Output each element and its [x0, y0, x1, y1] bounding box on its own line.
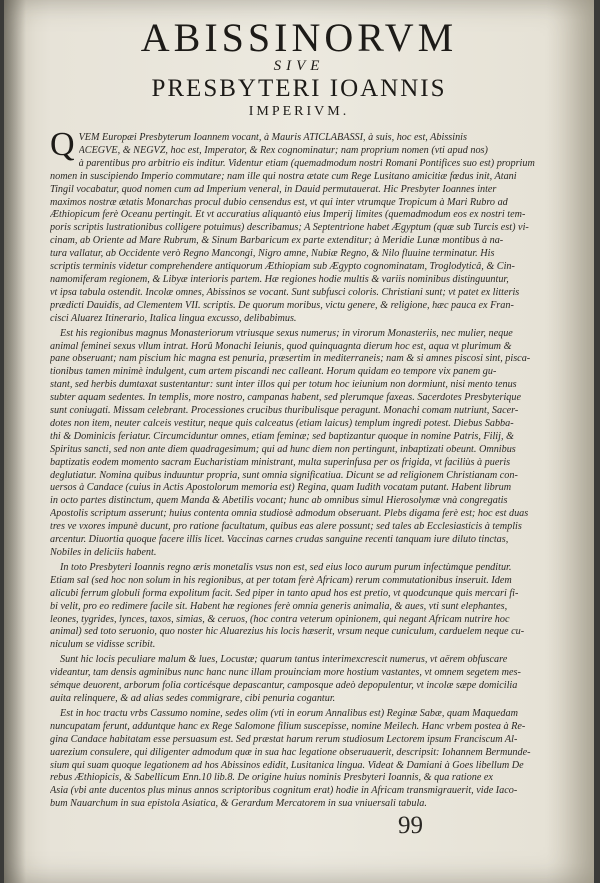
page-number: 99: [398, 812, 423, 839]
text-line: auita relinquere, & ad alias sedes commigrare, cibi penuria cogantur.: [50, 692, 336, 704]
text-line: Tingil vocabatur, quod nomen cum ad Imperium veneral, in Dauid permutauerat. Hic Presbyter Ioannes inter: [50, 183, 497, 195]
text-line: vt ipsa tabula ostendit. Incolæ omnes, Abissinos se vocant. Sunt subfusci coloris. Christiani sunt; vt patet ex litteris: [50, 286, 520, 298]
text-line: videantur, tam densis agminibus nunc hanc nunc illam prouinciam more hostium vastantes, vt omnem segetem mes-: [50, 667, 521, 679]
text-line: subter aquam sedentes. In templis, more nostro, campanas habent, sed plerumque faxeas. Sacerdotes Presbyterique: [50, 392, 521, 404]
text-line: alicubi ferrum globuli forma expolitum facit. Sed piper in tanto apud hos est pretio, vt quodcunque quis mercari fi-: [50, 587, 519, 599]
text-line: Sunt hic locis peculiare malum & lues, Locustæ; quarum tantus interimexcrescit numerus, vt aërem obfuscare: [60, 654, 508, 666]
text-line: cisci Aluarez Itinerario, Italica lingua excusso, delibabimus.: [50, 312, 297, 324]
text-line: Est in hoc tractu vrbs Cassumo nomine, sedes olim (vti in eorum Annalibus est) Reginæ Sabæ, quam Maquedam: [60, 707, 518, 719]
title-sive: SIVE: [273, 58, 325, 74]
text-line: maximos nostræ ætatis Monarchas procul dubio censendus est, vt qui inter vtrumque Tropicum à Mari Rubro ad: [50, 196, 508, 208]
text-line: In toto Presbyteri Ioannis regno æris monetalis vsus non est, sed eius loco aurum purum infectùmque penditur.: [60, 561, 512, 573]
page-spine-shadow: [4, 0, 26, 883]
text-line: Æthiopicum ferè Oceanu pertingit. Et vt accuratius aliquantò eius Imperij limites (quemadmodum eos ex nostri tem-: [50, 209, 526, 221]
text-line: tionibus tamen minimè indulgent, cum artem piscandi nec calleant. Horum quidam eo tempore vix panem gu-: [50, 366, 497, 378]
text-line: à parentibus pro arbitrio eis inditur. Videntur etiam (quemadmodum nostri Romani Pontifices suo est) proprium: [78, 157, 535, 169]
text-line: in octo partes distinctum, quem Manda & Abetilis vocant; hunc ab omnibus simul Hierosolymæ vnà congregatis: [50, 495, 508, 507]
text-line: bum Nauarchum in sua epistola Asiatica, & Gerardum Mercatorem in sua vniuersali tabula.: [50, 798, 427, 810]
text-line: VEM Europæi Presbyterum Ioannem vocant, à Mauris ATICLABASSI, à suis, hoc est, Abissinis: [78, 132, 467, 143]
text-line: animal feminei sexus vllum intrat. Horû Monachi Ieiunis, quod quinquagnta dierum hoc est, aqua vt plurimum &: [50, 340, 512, 352]
text-line: Est his regionibus magnus Monasteriorum vtriusque sexus numerus; in virorum Monasteriis, nec mulier, neque: [60, 327, 513, 339]
text-line: prædicti Dauidis, ad Clementem VII. scriptis. De quorum moribus, victu genere, & religione, hæc pauca ex Fran-: [50, 299, 514, 311]
text-line: arcentur. Diuortia quoque facere illis licet. Vaccinas carnes crudas sanguine recenti tanquam iure diluto tinctas,: [50, 534, 509, 546]
text-line: thi & Dominicis feriatur. Circumciduntur omnes, etiam feminæ; sed baptizantur quoque in nomine Patris, Filij, &: [50, 430, 514, 442]
text-line: Nobiles in deliciis habent.: [50, 547, 157, 558]
text-line: Spiritus sancti, sed non ante diem quadragesimum; qui ad hunc diem non pertingunt, inbaptizati obeunt. Omnibus: [50, 443, 516, 455]
text-line: sium qui suam quoque legationem ad hos Abissinos edidit, Lusitanica lingua. Videat & Damiani à Goes libellum De: [50, 759, 524, 771]
title-presbyteri-ioannis: PRESBYTERI IOANNIS: [151, 75, 447, 102]
paragraph: [50, 562, 570, 652]
text-line: deglutiatur. Nomina quibus induuntur propria, sunt omnia significatiua. Dicunt se ad religionem Christianam con-: [50, 469, 518, 481]
text-line: scriptis terminis videtur comprehendere antiquorum Æthiopiam sub Ægypto cognominatam, Troglodyticâ, & Cin-: [50, 261, 515, 273]
text-line: Asia (vbi ante ducentos plus minus annos scriptoribus cognitum erat) hodie in Africam transmigrauerit, vide Iaco-: [50, 785, 518, 797]
drop-cap: Q: [50, 126, 75, 163]
text-line: uarezium consulere, qui diligenter admodum quæ in sua hac legatione obseruauerit, descripsit: Iohannem Bermunde-: [50, 746, 531, 758]
text-line: niculum se vidisse scribit.: [50, 639, 156, 651]
text-line: gina Candace habitatam esse persuasum est. Sed præstat harum rerum studiosum Lectorem ipsum Franciscum Al-: [50, 733, 518, 745]
body-text: [50, 126, 570, 811]
text-line: nomen in suscipiendo Imperio commutare; nam ille qui nostra ætate cum Rege Lusitano amicitiæ fœdus init, Atani: [50, 170, 517, 182]
text-line: cinam, ab Oriente ad Mare Rubrum, & Sinum Barbaricum ex parte extenditur; à Meridie Lunæ montibus à na-: [50, 235, 504, 247]
text-line: sémque deuorent, arborum folia corticésque depascantur, camposque adeò depopulentur, vt incolæ sæpe domicilia: [50, 680, 518, 692]
text-line: namomiferam regionem, & Libyæ interioris partem. Hæ regiones hodie multis & variis nominibus distinguuntur,: [50, 273, 509, 285]
text-line: rebus Æthiopicis, & Sabellicum Enn.10 lib.8. De origine huius nominis Presbyteri Ioannis, & qua ratione ex: [50, 772, 493, 784]
paragraph: [50, 708, 570, 811]
text-line: poris scriptis lustrationibus colligere potuimus) describamus; A Septentrione habet Ægyptum (quæ sub Turcis est) vi-: [50, 222, 529, 234]
text-line: animal) sed toto seruonio, quo noster hic Aluarezius his locis hæserit, vrsum neque cuniculum, carduelem neque cu-: [50, 626, 525, 638]
book-page: [4, 0, 594, 883]
text-line: stant, sed herbis dumtaxat sustentantur: sunt inter illos qui per totum hoc ieiunium non dormiunt, nisi mento tenus: [50, 379, 517, 391]
paragraph: [50, 328, 570, 560]
title-abissinorum: ABISSINORVM: [140, 15, 458, 60]
paragraph: [50, 654, 570, 706]
title-imperium: IMPERIVM.: [248, 104, 350, 119]
text-line: pane obseruant; nam piscium hic magna est penuria, præsertim in mediterraneis; nam & si amnes piscosi sint, pisca-: [50, 353, 531, 365]
text-line: bi velit, pro eo redimere facile sit. Habent hæ regiones ferè omnia generis animalia, & aues, vti sunt elephantes,: [50, 600, 508, 612]
text-line: Apostolis scriptum asserunt; huius contenta omnia studiosè admodum obseruant. Plebs digama ferè est; hoc est duas: [50, 508, 529, 520]
text-line: dotes non item, neuter calceis vestitur, neque quis calceatus (etiam laicus) templum ingredi potest. Diebus Sabba-: [50, 417, 514, 429]
text-line: Etiam sal (sed hoc non solum in his regionibus, at per totam ferè Africam) rerum commutationibus inseruit. Idem: [50, 574, 512, 586]
text-line: ACEGVE, & NEGVZ, hoc est, Imperator, & Rex cognominatur; nam proprium nomen (vti apud nos): [78, 144, 488, 156]
text-line: sunt coniugati. Missam celebrant. Processiones crucibus thuribulisque peragunt. Monachi comam nutriunt, Sacer-: [50, 405, 519, 417]
text-line: tura vallatur, ab Occidente verò Regno Mancongi, Nigro amne, Nubiæ Regno, & Nilo fluuine terminatur. His: [50, 248, 495, 260]
text-line: nuncupatam ferunt, adduntque hanc ex Rege Salomone filium suscepisse, nomine Meilech. Hanc vrbem postea à Re-: [50, 720, 526, 732]
text-line: leones, tygrides, lynces, taxos, simias, & ceruos, (hoc contra veterum opinionem, qui negant Africam nutrire hoc: [50, 613, 510, 625]
paragraph: [50, 126, 570, 326]
text-line: tres ve vxores impunè ducunt, pro ratione facultatum, quibus eas alere possunt; sed tales ab Ecclesiasticis à templis: [50, 521, 522, 533]
text-line: baptizatis eodem momento sacram Eucharistiam ministrant, multa superinfusa per os frigida, vt faciliùs à pueris: [50, 456, 511, 468]
text-line: uersos à Candace (cuius in Actis Apostolorum memoria est) Regina, quam Iudith vocatam putant. Habent librum: [50, 482, 512, 494]
